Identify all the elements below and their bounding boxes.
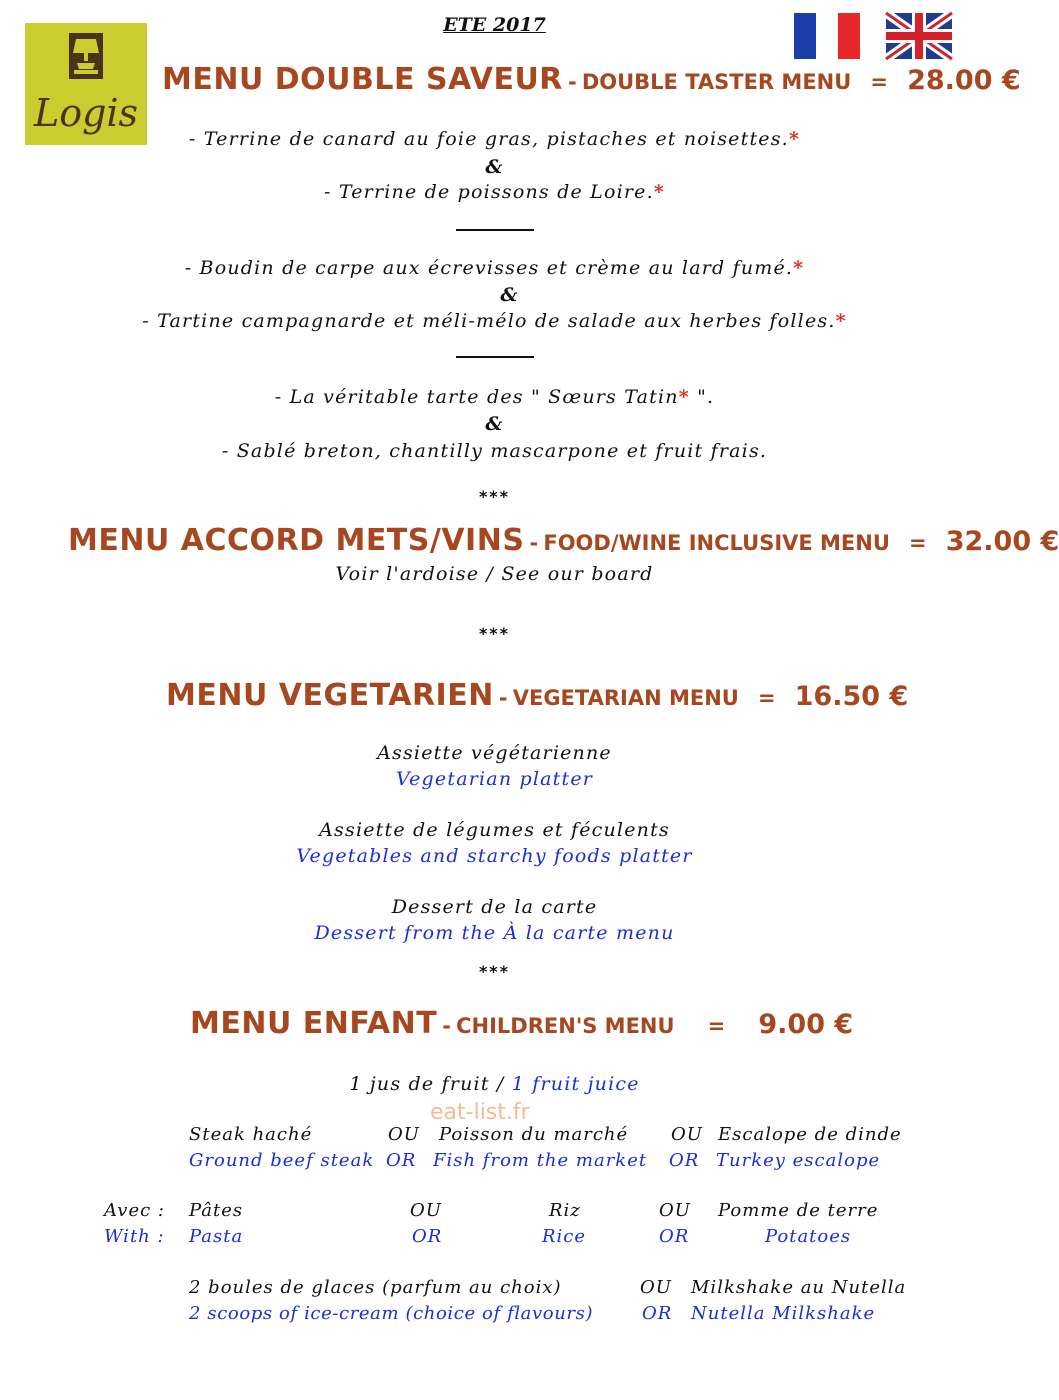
main-fr-1: Poisson du marché (439, 1124, 629, 1145)
double-saveur-title-fr: MENU DOUBLE SAVEUR (162, 62, 563, 97)
uk-flag-icon[interactable] (886, 13, 952, 59)
main-en-0: Ground beef steak (189, 1150, 375, 1171)
side-label-en: With : (104, 1226, 165, 1247)
allergen-star-icon: * (793, 257, 805, 279)
and-symbol: & (500, 284, 519, 306)
enfant-heading: MENU ENFANT - CHILDREN'S MENU = 9.00 € (190, 1006, 854, 1041)
allergen-star-icon: * (835, 310, 847, 332)
main-en-2: Turkey escalope (716, 1150, 881, 1171)
and-symbol: & (485, 413, 504, 435)
french-flag-icon[interactable] (794, 13, 860, 59)
dessert-fr-1: Milkshake au Nutella (691, 1277, 907, 1298)
dessert-en-0: 2 scoops of ice-cream (choice of flavours) (189, 1303, 594, 1324)
list-item: - Boudin de carpe aux écrevisses et crème au lard fumé.* (184, 257, 805, 279)
double-saveur-price: 28.00 € (907, 65, 1021, 96)
main-fr-or: OU (671, 1124, 703, 1145)
allergen-star-icon: * (788, 128, 801, 150)
accord-title-fr: MENU ACCORD METS/VINS (68, 523, 525, 558)
list-item: - Tartine campagnarde et méli-mélo de salade aux herbes folles.* (142, 310, 847, 332)
vegetarien-price: 16.50 € (794, 681, 909, 712)
double-saveur-heading: MENU DOUBLE SAVEUR - DOUBLE TASTER MENU = 28.00 € (162, 62, 1021, 97)
main-en-1: Fish from the market (433, 1150, 648, 1171)
list-item: - Terrine de canard au foie gras, pistaches et noisettes.* (188, 128, 801, 150)
side-en-1: Rice (542, 1226, 587, 1247)
logis-logo (25, 23, 147, 145)
veg-item-fr: Assiette végétarienne (377, 742, 612, 764)
main-fr-2: Escalope de dinde (718, 1124, 902, 1145)
enfant-price: 9.00 € (758, 1009, 854, 1040)
list-item: - La véritable tarte des " Sœurs Tatin* ". (274, 386, 715, 408)
season-title: ETE 2017 (443, 14, 546, 36)
lamp-icon (66, 33, 106, 79)
section-separator: *** (478, 487, 511, 506)
side-label-fr: Avec : (104, 1200, 165, 1221)
divider (456, 229, 534, 231)
side-en-or: OR (659, 1226, 690, 1247)
vegetarien-heading: MENU VEGETARIEN - VEGETARIAN MENU = 16.50 € (166, 678, 909, 713)
veg-item-en: Vegetarian platter (395, 768, 594, 790)
dessert-en-or: OR (642, 1303, 673, 1324)
dessert-en-1: Nutella Milkshake (691, 1303, 876, 1324)
section-separator: *** (478, 962, 511, 981)
accord-title-en: FOOD/WINE INCLUSIVE MENU (543, 531, 890, 555)
side-en-or: OR (412, 1226, 443, 1247)
juice-line: 1 jus de fruit / 1 fruit juice (349, 1073, 640, 1095)
side-fr-or: OU (410, 1200, 442, 1221)
veg-item-en: Vegetables and starchy foods platter (296, 845, 693, 867)
accord-heading: MENU ACCORD METS/VINS - FOOD/WINE INCLUSIVE MENU = 32.00 € (68, 523, 1059, 558)
and-symbol: & (485, 156, 504, 178)
side-en-2: Potatoes (765, 1226, 852, 1247)
main-fr-0: Steak haché (189, 1124, 313, 1145)
main-fr-or: OU (388, 1124, 420, 1145)
veg-item-en: Dessert from the À la carte menu (314, 922, 675, 944)
vegetarien-title-fr: MENU VEGETARIEN (166, 678, 494, 713)
veg-item-fr: Dessert de la carte (391, 896, 598, 918)
side-fr-2: Pomme de terre (718, 1200, 879, 1221)
veg-item-fr: Assiette de légumes et féculents (319, 819, 670, 841)
allergen-star-icon: * (653, 181, 666, 203)
vegetarien-title-en: VEGETARIAN MENU (512, 686, 739, 710)
main-en-or: OR (386, 1150, 417, 1171)
logo-text: Logis (33, 91, 139, 135)
section-separator: *** (478, 624, 511, 643)
side-fr-1: Riz (549, 1200, 581, 1221)
list-item: - Terrine de poissons de Loire.* (323, 181, 666, 203)
side-fr-or: OU (659, 1200, 691, 1221)
allergen-star-icon: * (678, 386, 690, 408)
enfant-title-fr: MENU ENFANT (190, 1006, 438, 1041)
side-en-0: Pasta (189, 1226, 244, 1247)
accord-note: Voir l'ardoise / See our board (335, 563, 654, 585)
dessert-fr-0: 2 boules de glaces (parfum au choix) (189, 1277, 562, 1298)
dessert-fr-or: OU (640, 1277, 672, 1298)
watermark: eat-list.fr (430, 1100, 530, 1125)
enfant-title-en: CHILDREN'S MENU (456, 1014, 675, 1038)
double-saveur-title-en: DOUBLE TASTER MENU (581, 70, 852, 94)
divider (456, 356, 534, 358)
main-en-or: OR (669, 1150, 700, 1171)
accord-price: 32.00 € (945, 526, 1059, 557)
side-fr-0: Pâtes (189, 1200, 244, 1221)
list-item: - Sablé breton, chantilly mascarpone et fruit frais. (221, 440, 768, 462)
